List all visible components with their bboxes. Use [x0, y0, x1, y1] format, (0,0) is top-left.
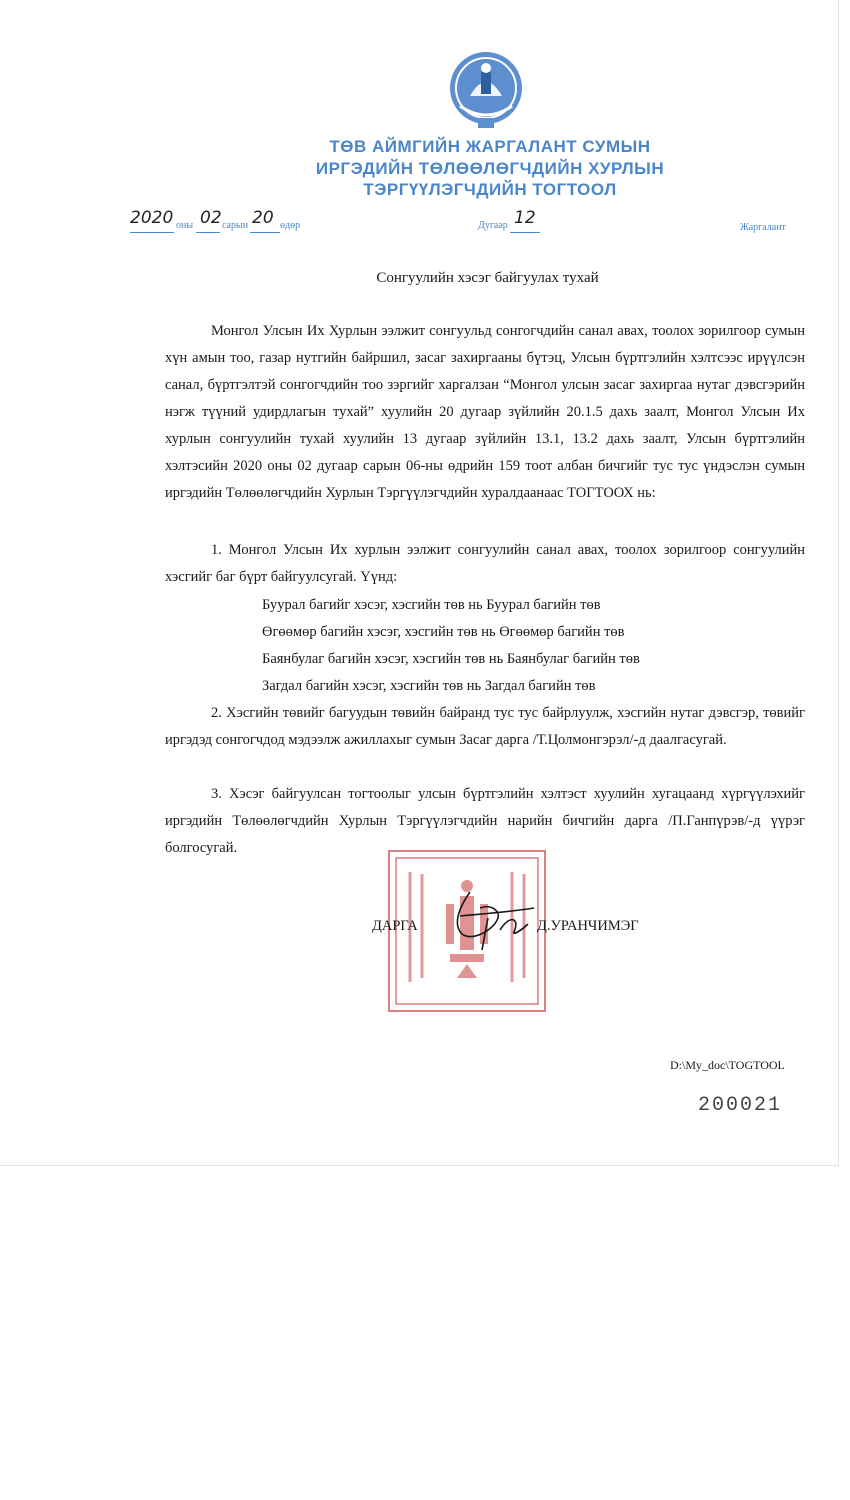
date-year-suffix: оны — [176, 220, 194, 231]
signer-name: Д.УРАНЧИМЭГ — [537, 918, 639, 934]
date-day-suffix: өдөр — [280, 220, 301, 231]
item-2-paragraph — [165, 700, 805, 754]
header-line-1: ТӨВ АЙМГИЙН ЖАРГАЛАНТ СУМЫН — [329, 137, 651, 156]
item-3-text: 3. Хэсэг байгуулсан тогтоолыг улсын бүртгэлийн хэлтэст хуулийн хугацаанд хүргүүлэхийг иргэдийн Төлөөлөгчдийн Хурлын Тэргүүлэгчдийн нарийн бичгийн дарга /П.Ганпүрэв/-д үүрэг болгосугай. — [165, 786, 805, 856]
registration-number: 200021 — [698, 1094, 783, 1117]
list-item: Загдал багийн хэсэг, хэсгийн төв нь Загдал багийн төв — [262, 678, 596, 694]
document-number: 12 — [514, 208, 536, 228]
signer-title: ДАРГА — [372, 918, 418, 934]
signature-row — [372, 918, 418, 935]
district-list — [262, 592, 640, 700]
intro-text: Монгол Улсын Их Хурлын ээлжит сонгуульд сонгогчдийн санал авах, тоолох зорилгоор сумын хүн амын тоо, газар нутгийн байршил, засаг захиргааны бүтэц, Улсын бүртгэлийн хэлтсээс ирүүлсэн санал, бүртгэлтэй сонгогчдийн тоо зэргийг харгалзан “Монгол улсын засаг захиргаа нутаг дэвсгэрийн нэгж түүний удирдлагын тухай” хуулийн 20 дугаар зүйлийн 20.1.5 дахь заалт, Монгол Улсын Их хурлын сонгуулийн тухай хуулийн 13 дугаар зүйлийн 13.1, 13.2 дахь заалт, Улсын бүртгэлийн хэлтэсийн 2020 оны 02 дугаар сарын 06-ны өдрийн 159 тоот албан бичгийг тус тус үндэслэн сумын иргэдийн Төлөөлөгчдийн Хурлын Тэргүүлэгчдийн хуралдаанаас ТОГТООХ нь: — [165, 323, 805, 501]
document-title: Сонгуулийн хэсэг байгуулах тухай — [376, 270, 599, 286]
header-line-3: ТЭРГҮҮЛЭГЧДИЙН ТОГТООЛ — [363, 180, 617, 199]
file-path: D:\My_doc\TOGTOOL — [670, 1058, 785, 1072]
number-label: Дугаар — [478, 220, 508, 231]
place-name: Жаргалант — [740, 222, 786, 233]
item-1-paragraph — [165, 537, 805, 591]
date-year: 2020 — [130, 208, 174, 228]
list-item: Баянбулаг багийн хэсэг, хэсгийн төв нь Баянбулаг багийн төв — [262, 651, 640, 667]
list-item: Буурал багийг хэсэг, хэсгийн төв нь Буурал багийн төв — [262, 597, 601, 613]
item-1-text: 1. Монгол Улсын Их хурлын ээлжит сонгуулийн санал авах, тоолох зорилгоор сонгуулийн хэсгийг баг бүрт байгуулсугай. Үүнд: — [165, 542, 805, 585]
list-item: Өгөөмөр багийн хэсэг, хэсгийн төв нь Өгөөмөр багийн төв — [262, 624, 625, 640]
handwritten-signature-icon — [440, 884, 540, 954]
state-emblem-icon — [448, 48, 524, 132]
intro-paragraph — [165, 318, 805, 507]
date-row — [130, 208, 810, 236]
header-line-2: ИРГЭДИЙН ТӨЛӨӨЛӨГЧДИЙН ХУРЛЫН — [315, 159, 665, 178]
date-month-suffix: сарын — [222, 220, 249, 231]
item-2-text: 2. Хэсгийн төвийг багуудын төвийн байранд тус тус байрлуулж, хэсгийн нутаг дэвсгэр, төвийг иргэдэд сонгогчдод мэдээлж ажиллахыг сумын Засаг дарга /Т.Цолмонгэрэл/-д даалгасугай. — [165, 705, 805, 748]
date-month: 02 — [200, 208, 222, 228]
date-day: 20 — [252, 208, 274, 228]
